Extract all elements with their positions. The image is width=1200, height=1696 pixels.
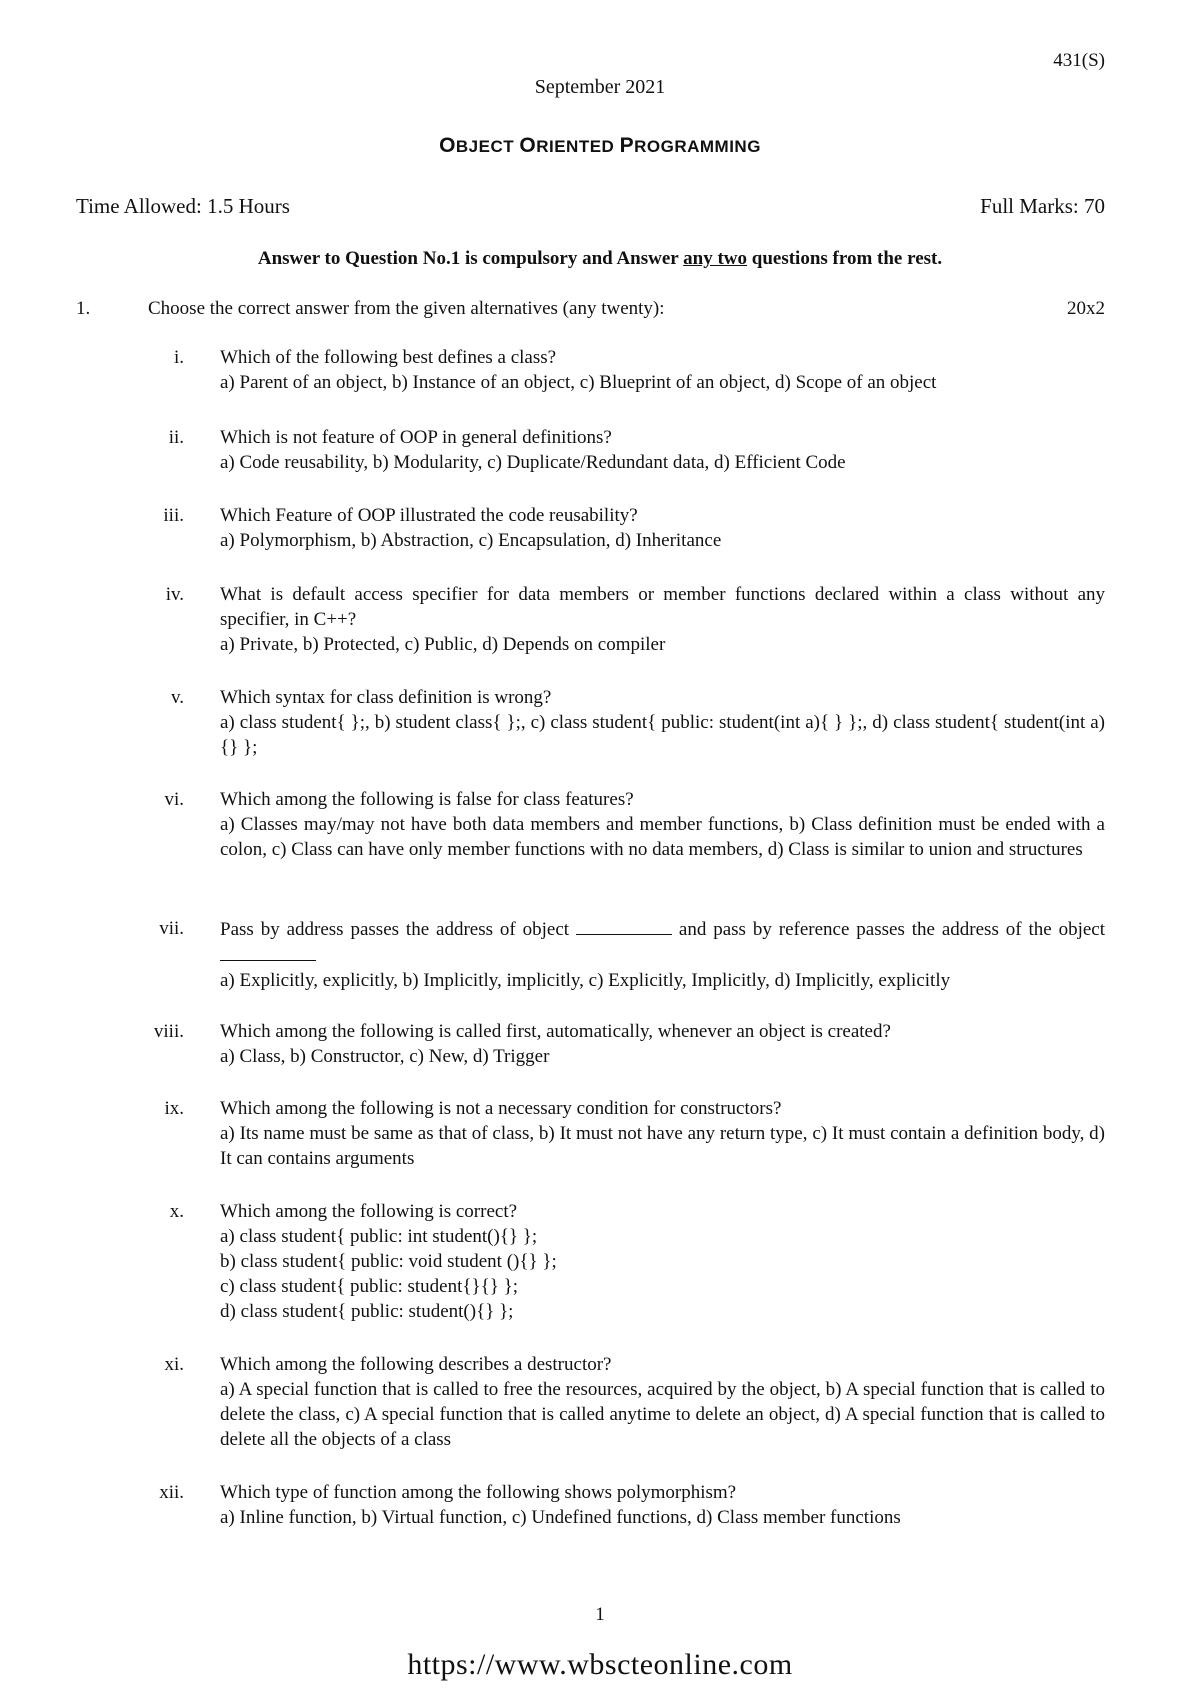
- roman-numeral: xii.: [159, 1482, 184, 1503]
- question-stem: What is default access specifier for data members or member functions declared within a class without any specifier, in C++?: [220, 584, 1105, 630]
- full-marks: Full Marks: 70: [980, 194, 1105, 218]
- answer-options: a) class student{ };, b) student class{ };, c) class student{ public: student(int a){ } };, d) class student{ student(int a){} };: [220, 712, 1105, 758]
- footer-url[interactable]: https://www.wbscteonline.com: [407, 1648, 793, 1681]
- instruction-underlined: any two: [683, 248, 748, 269]
- answer-options: a) Explicitly, explicitly, b) Implicitly, implicitly, c) Explicitly, Implicitly, d) Implicitly, explicitly: [220, 970, 951, 991]
- subquestion-vii: [148, 916, 1105, 993]
- answer-options: a) Parent of an object, b) Instance of an object, c) Blueprint of an object, d) Scope of an object: [220, 372, 937, 393]
- subquestion-vi: [148, 787, 1105, 862]
- question-1-header: [76, 298, 1105, 320]
- roman-numeral: x.: [169, 1201, 184, 1222]
- subquestion-viii: [148, 1019, 1105, 1069]
- subquestion-xi: [148, 1352, 1105, 1452]
- question-stem: Which among the following is called first, automatically, whenever an object is created?: [220, 1021, 891, 1042]
- title-word-2: ORIENTED: [519, 134, 615, 157]
- roman-numeral: iv.: [165, 584, 184, 605]
- answer-options: a) Its name must be same as that of class, b) It must not have any return type, c) It must contain a definition body, d) It can contains arguments: [220, 1123, 1105, 1169]
- roman-numeral: vii.: [159, 918, 184, 939]
- roman-numeral: ii.: [168, 427, 184, 448]
- answer-option-a: a) class student{ public: int student(){} };: [220, 1226, 538, 1247]
- answer-options: a) Polymorphism, b) Abstraction, c) Encapsulation, d) Inheritance: [220, 530, 722, 551]
- title-word-3: PROGRAMMING: [619, 134, 761, 157]
- answer-option-d: d) class student{ public: student(){} };: [220, 1301, 514, 1322]
- title-word-1: OBJECT: [439, 134, 515, 157]
- exam-code: 431(S): [1053, 50, 1105, 71]
- exam-date: September 2021: [534, 76, 666, 98]
- question-stem: Which syntax for class definition is wrong?: [220, 687, 552, 708]
- subquestion-ii: [148, 425, 1105, 475]
- question-stem: Which of the following best defines a class?: [220, 347, 557, 368]
- question-stem: Which type of function among the following shows polymorphism?: [220, 1482, 737, 1503]
- subquestion-v: [148, 685, 1105, 760]
- page-number: 1: [595, 1604, 605, 1625]
- question-stem: Pass by address passes the address of object and pass by reference passes the address of the object: [220, 916, 1105, 968]
- roman-numeral: xi.: [164, 1354, 184, 1375]
- paper-title: [0, 134, 1200, 158]
- question-stem: Which among the following is not a necessary condition for constructors?: [220, 1098, 782, 1119]
- answer-option-b: b) class student{ public: void student (){} };: [220, 1251, 557, 1272]
- subquestion-iii: [148, 503, 1105, 553]
- answer-options: a) Inline function, b) Virtual function, c) Undefined functions, d) Class member functions: [220, 1507, 901, 1528]
- subquestion-xii: [148, 1480, 1105, 1530]
- roman-numeral: i.: [173, 347, 184, 368]
- roman-numeral: vi.: [164, 789, 184, 810]
- answer-options: a) Private, b) Protected, c) Public, d) Depends on compiler: [220, 634, 666, 655]
- roman-numeral: v.: [170, 687, 184, 708]
- question-stem: Which Feature of OOP illustrated the code reusability?: [220, 505, 638, 526]
- subquestion-iv: [148, 582, 1105, 657]
- subquestion-ix: [148, 1096, 1105, 1171]
- roman-numeral: ix.: [164, 1098, 184, 1119]
- subquestion-i: [148, 345, 1105, 395]
- question-marks: 20x2: [1067, 298, 1105, 319]
- subquestion-x: [148, 1199, 1105, 1324]
- answer-blank: [576, 916, 672, 935]
- roman-numeral: iii.: [163, 505, 184, 526]
- question-stem: Which among the following is false for class features?: [220, 789, 634, 810]
- instruction: Answer to Question No.1 is compulsory and Answer any two questions from the rest.: [257, 248, 943, 269]
- answer-options: a) A special function that is called to free the resources, acquired by the object, b) A special function that is called to delete the class, c) A special function that is called anytime to delete an object, d) A special function that is called to delete all the objects of a class: [220, 1379, 1105, 1450]
- answer-blank: [220, 942, 316, 961]
- answer-option-c: c) class student{ public: student{}{} };: [220, 1276, 518, 1297]
- question-text: Choose the correct answer from the given alternatives (any twenty):: [148, 298, 665, 319]
- question-stem: Which among the following describes a destructor?: [220, 1354, 612, 1375]
- answer-options: a) Code reusability, b) Modularity, c) Duplicate/Redundant data, d) Efficient Code: [220, 452, 846, 473]
- question-number: 1.: [76, 298, 91, 319]
- time-allowed: Time Allowed: 1.5 Hours: [76, 194, 290, 218]
- question-stem: Which among the following is correct?: [220, 1201, 518, 1222]
- question-stem: Which is not feature of OOP in general definitions?: [220, 427, 612, 448]
- answer-options: a) Class, b) Constructor, c) New, d) Trigger: [220, 1046, 550, 1067]
- answer-options: a) Classes may/may not have both data members and member functions, b) Class definition must be ended with a colon, c) Class can have only member functions with no data members, d) Class is similar to union and structures: [220, 814, 1105, 860]
- roman-numeral: viii.: [153, 1021, 184, 1042]
